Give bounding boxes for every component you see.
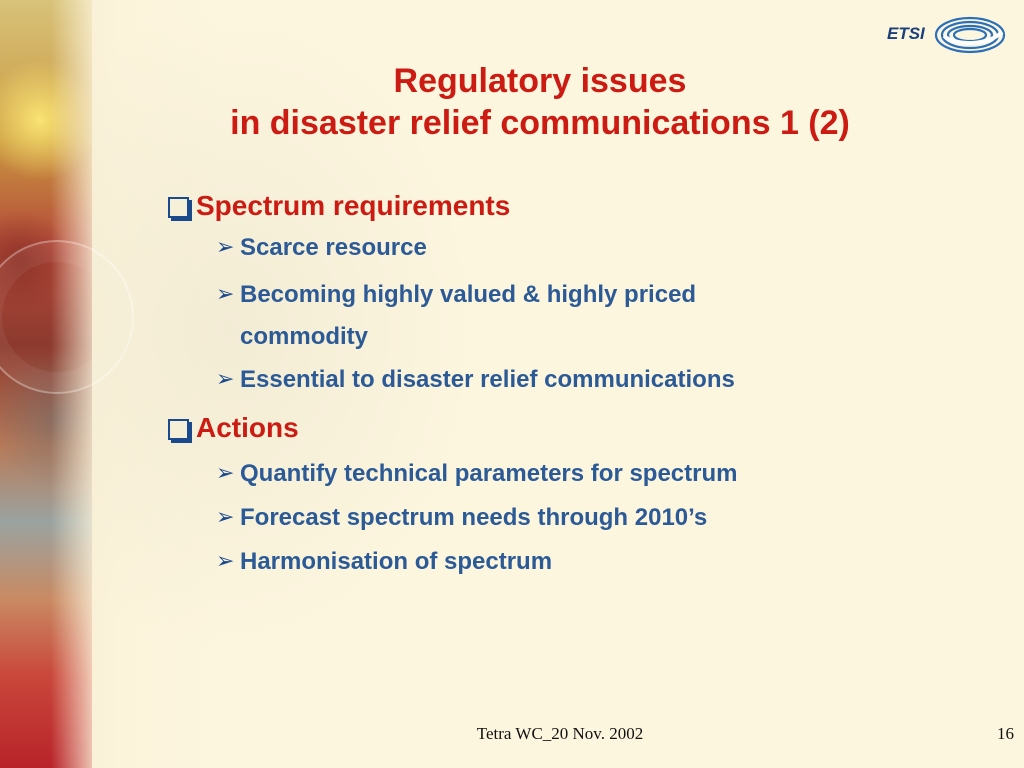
section-heading-label: Spectrum requirements xyxy=(196,190,511,221)
checkbox-bullet-icon xyxy=(168,419,189,440)
bullet-content xyxy=(164,188,964,582)
slide-title xyxy=(100,60,980,144)
bullet-item xyxy=(164,498,964,538)
bullet-text: Harmonisation of spectrum xyxy=(240,548,553,575)
etsi-logo-rings xyxy=(936,18,1004,52)
arrow-bullet-icon: ➢ xyxy=(216,367,235,392)
bullet-text: Quantify technical parameters for spectrum xyxy=(240,460,738,487)
slide-title-line1: Regulatory issues xyxy=(393,62,687,100)
bullet-text: Essential to disaster relief communications xyxy=(240,366,735,393)
section-heading-label: Actions xyxy=(196,412,299,443)
globe-graphic xyxy=(0,240,134,394)
bullet-group-spectrum xyxy=(164,228,964,400)
bullet-text: Becoming highly valued & highly priced commodity xyxy=(240,281,697,350)
arrow-bullet-icon: ➢ xyxy=(216,549,235,574)
bullet-item xyxy=(164,228,964,268)
page-number: 16 xyxy=(997,724,1014,743)
bullet-item xyxy=(164,360,964,400)
checkbox-bullet-icon xyxy=(168,197,189,218)
bullet-item xyxy=(164,454,964,494)
section-heading-actions xyxy=(164,410,964,446)
decorative-left-band xyxy=(0,0,92,768)
arrow-bullet-icon: ➢ xyxy=(216,461,235,486)
bullet-text: Forecast spectrum needs through 2010’s xyxy=(240,504,708,531)
etsi-logo-icon xyxy=(884,12,1010,58)
bullet-text: Scarce resource xyxy=(240,234,427,261)
bullet-group-actions xyxy=(164,454,964,582)
arrow-bullet-icon: ➢ xyxy=(216,505,235,530)
slide-title-line2: in disaster relief communications 1 (2) xyxy=(230,104,850,142)
bullet-item xyxy=(164,542,964,582)
etsi-logo-text: ETSI xyxy=(887,24,925,43)
arrow-bullet-icon: ➢ xyxy=(216,282,235,307)
section-heading-spectrum xyxy=(164,188,964,224)
footer-text: Tetra WC_20 Nov. 2002 xyxy=(476,724,644,743)
bullet-item xyxy=(164,274,800,358)
arrow-bullet-icon: ➢ xyxy=(216,235,235,260)
